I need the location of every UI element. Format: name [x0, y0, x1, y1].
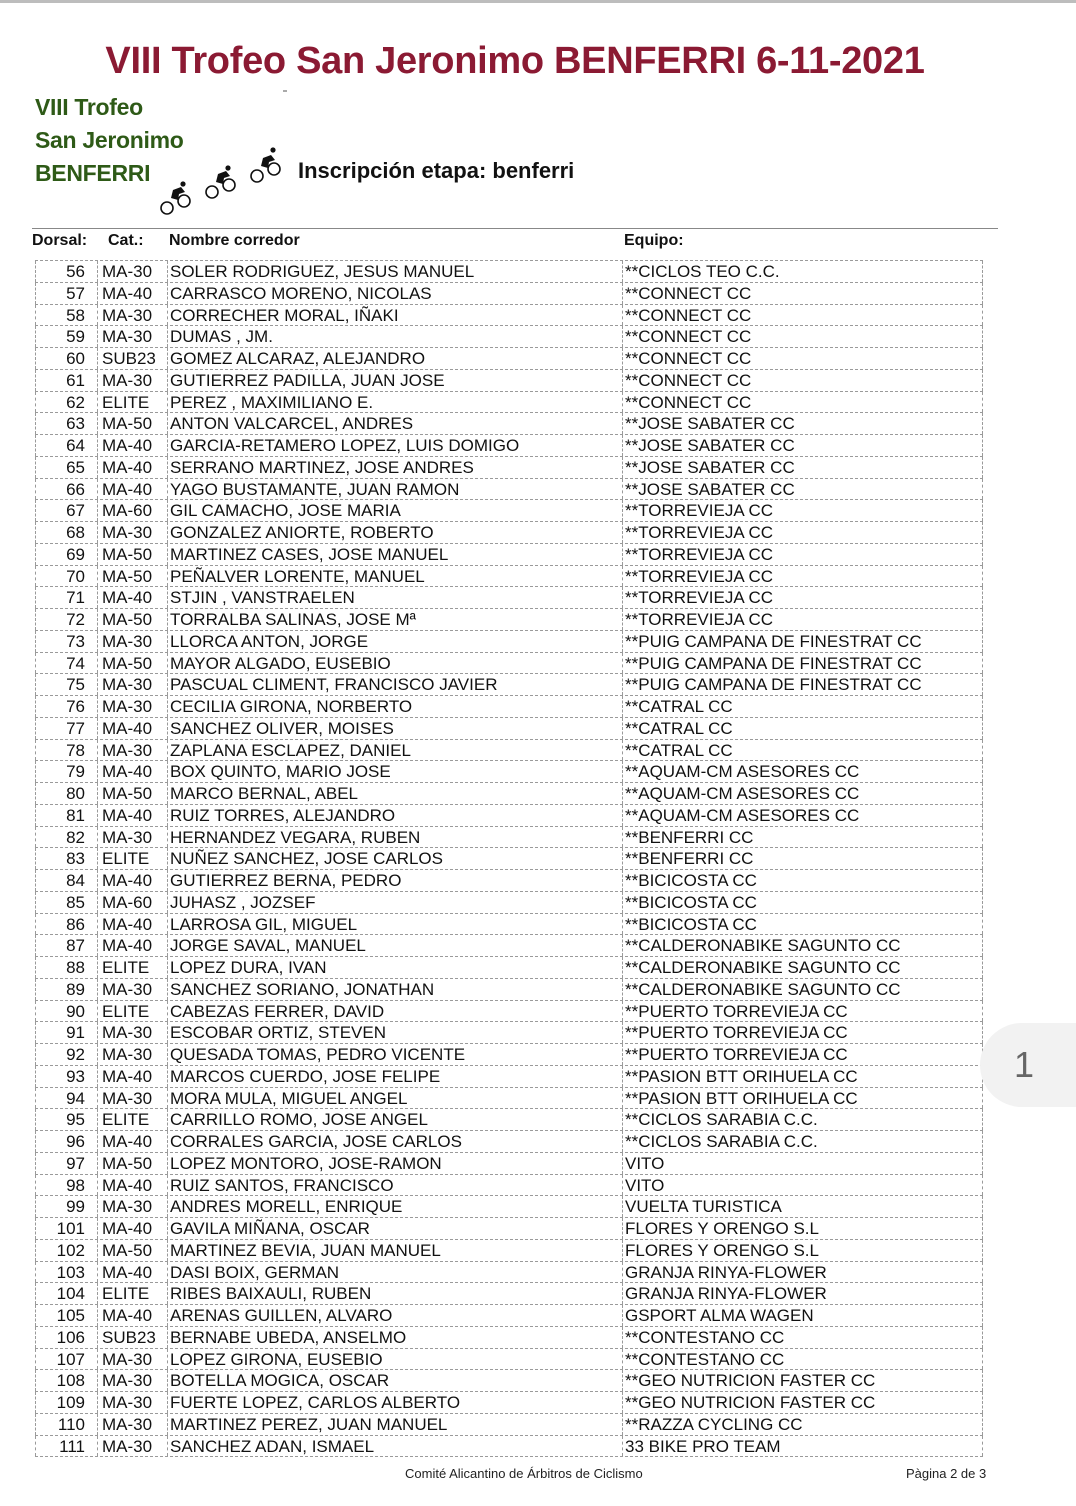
table-row	[35, 1066, 983, 1088]
table-row	[35, 783, 983, 805]
rider-team: **BICICOSTA CC	[622, 892, 983, 913]
rider-dorsal: 88	[35, 957, 97, 978]
table-row	[35, 348, 983, 370]
rider-dorsal: 57	[35, 283, 97, 304]
rider-dorsal: 104	[35, 1283, 97, 1304]
rider-team: **CONNECT CC	[622, 348, 983, 369]
rider-team: **JOSE SABATER CC	[622, 457, 983, 478]
rider-category: MA-50	[97, 566, 167, 587]
rider-dorsal: 85	[35, 892, 97, 913]
rider-dorsal: 99	[35, 1196, 97, 1217]
header-dorsal: Dorsal:	[32, 232, 88, 249]
rider-dorsal: 82	[35, 827, 97, 848]
rider-category: MA-30	[97, 1088, 167, 1109]
rider-dorsal: 83	[35, 848, 97, 869]
rider-category: MA-30	[97, 1436, 167, 1457]
table-row	[35, 392, 983, 414]
rider-name: GOMEZ ALCARAZ, ALEJANDRO	[167, 348, 622, 369]
table-header	[32, 232, 992, 252]
table-row	[35, 957, 983, 979]
logo-line-2: San Jeronimo	[35, 127, 184, 153]
rider-category: MA-30	[97, 979, 167, 1000]
rider-category: MA-40	[97, 718, 167, 739]
rider-team: **BICICOSTA CC	[622, 870, 983, 891]
rider-category: MA-40	[97, 457, 167, 478]
rider-team: GRANJA RINYA-FLOWER	[622, 1262, 983, 1283]
rider-team: **CATRAL CC	[622, 718, 983, 739]
rider-dorsal: 75	[35, 674, 97, 695]
rider-category: MA-30	[97, 1349, 167, 1370]
rider-dorsal: 80	[35, 783, 97, 804]
rider-team: **TORREVIEJA CC	[622, 587, 983, 608]
rider-name: LOPEZ DURA, IVAN	[167, 957, 622, 978]
rider-team: **AQUAM-CM ASESORES CC	[622, 783, 983, 804]
rider-dorsal: 105	[35, 1305, 97, 1326]
rider-dorsal: 56	[35, 261, 97, 282]
rider-category: MA-40	[97, 1131, 167, 1152]
rider-team: **AQUAM-CM ASESORES CC	[622, 805, 983, 826]
rider-category: MA-50	[97, 413, 167, 434]
logo-line-1: VIII Trofeo	[35, 94, 143, 120]
rider-name: YAGO BUSTAMANTE, JUAN RAMON	[167, 479, 622, 500]
rider-dorsal: 107	[35, 1349, 97, 1370]
rider-team: GRANJA RINYA-FLOWER	[622, 1283, 983, 1304]
rider-dorsal: 69	[35, 544, 97, 565]
rider-team: **GEO NUTRICION FASTER CC	[622, 1370, 983, 1391]
table-row	[35, 1327, 983, 1349]
rider-name: CECILIA GIRONA, NORBERTO	[167, 696, 622, 717]
rider-category: MA-30	[97, 370, 167, 391]
rider-name: GUTIERREZ BERNA, PEDRO	[167, 870, 622, 891]
table-row	[35, 479, 983, 501]
rider-category: MA-40	[97, 283, 167, 304]
header-category: Cat.:	[108, 232, 144, 249]
table-row	[35, 1022, 983, 1044]
rider-name: BOX QUINTO, MARIO JOSE	[167, 761, 622, 782]
rider-name: DUMAS , JM.	[167, 326, 622, 347]
rider-team: **CONNECT CC	[622, 370, 983, 391]
rider-category: MA-30	[97, 631, 167, 652]
rider-name: ZAPLANA ESCLAPEZ, DANIEL	[167, 740, 622, 761]
rider-team: 33 BIKE PRO TEAM	[622, 1436, 983, 1457]
rider-dorsal: 68	[35, 522, 97, 543]
rider-team: **CONNECT CC	[622, 283, 983, 304]
rider-name: GAVILA MIÑANA, OSCAR	[167, 1218, 622, 1239]
rider-category: MA-30	[97, 1414, 167, 1435]
rider-category: MA-30	[97, 1044, 167, 1065]
header-divider	[32, 228, 998, 229]
rider-team: **BENFERRI CC	[622, 827, 983, 848]
table-row	[35, 653, 983, 675]
rider-team: **PUIG CAMPANA DE FINESTRAT CC	[622, 653, 983, 674]
rider-dorsal: 67	[35, 500, 97, 521]
table-row	[35, 370, 983, 392]
rider-team: **CICLOS SARABIA C.C.	[622, 1109, 983, 1130]
table-row	[35, 1349, 983, 1371]
table-row	[35, 283, 983, 305]
rider-dorsal: 98	[35, 1175, 97, 1196]
rider-name: MARTINEZ CASES, JOSE MANUEL	[167, 544, 622, 565]
rider-name: RUIZ TORRES, ALEJANDRO	[167, 805, 622, 826]
rider-dorsal: 66	[35, 479, 97, 500]
rider-name: ANTON VALCARCEL, ANDRES	[167, 413, 622, 434]
rider-category: MA-60	[97, 500, 167, 521]
rider-team: **TORREVIEJA CC	[622, 566, 983, 587]
rider-name: JUHASZ , JOZSEF	[167, 892, 622, 913]
rider-category: ELITE	[97, 848, 167, 869]
rider-dorsal: 87	[35, 935, 97, 956]
rider-dorsal: 77	[35, 718, 97, 739]
rider-name: DASI BOIX, GERMAN	[167, 1262, 622, 1283]
rider-name: LARROSA GIL, MIGUEL	[167, 914, 622, 935]
rider-dorsal: 95	[35, 1109, 97, 1130]
rider-dorsal: 91	[35, 1022, 97, 1043]
rider-team: **CONNECT CC	[622, 392, 983, 413]
rider-dorsal: 96	[35, 1131, 97, 1152]
rider-name: JORGE SAVAL, MANUEL	[167, 935, 622, 956]
rider-name: QUESADA TOMAS, PEDRO VICENTE	[167, 1044, 622, 1065]
viewer-page-indicator: 1	[980, 1023, 1076, 1107]
rider-team: **PUERTO TORREVIEJA CC	[622, 1022, 983, 1043]
rider-dorsal: 102	[35, 1240, 97, 1261]
table-row	[35, 1240, 983, 1262]
rider-dorsal: 63	[35, 413, 97, 434]
rider-name: SANCHEZ ADAN, ISMAEL	[167, 1436, 622, 1457]
cyclists-icon	[157, 136, 307, 218]
stage-subtitle: Inscripción etapa: benferri	[298, 158, 575, 183]
table-row	[35, 1044, 983, 1066]
rider-category: MA-30	[97, 522, 167, 543]
table-row	[35, 761, 983, 783]
rider-category: MA-40	[97, 1066, 167, 1087]
rider-category: MA-30	[97, 326, 167, 347]
rider-name: ESCOBAR ORTIZ, STEVEN	[167, 1022, 622, 1043]
rider-dorsal: 108	[35, 1370, 97, 1391]
rider-name: BOTELLA MOGICA, OSCAR	[167, 1370, 622, 1391]
rider-category: MA-60	[97, 892, 167, 913]
rider-name: MARTINEZ PEREZ, JUAN MANUEL	[167, 1414, 622, 1435]
rider-category: MA-40	[97, 870, 167, 891]
rider-team: FLORES Y ORENGO S.L	[622, 1218, 983, 1239]
rider-category: MA-40	[97, 761, 167, 782]
rider-team: **CONNECT CC	[622, 326, 983, 347]
rider-category: MA-30	[97, 696, 167, 717]
table-row	[35, 827, 983, 849]
rider-name: ANDRES MORELL, ENRIQUE	[167, 1196, 622, 1217]
table-row	[35, 979, 983, 1001]
rider-name: FUERTE LOPEZ, CARLOS ALBERTO	[167, 1392, 622, 1413]
rider-name: RIBES BAIXAULI, RUBEN	[167, 1283, 622, 1304]
table-row	[35, 1283, 983, 1305]
rider-name: MAYOR ALGADO, EUSEBIO	[167, 653, 622, 674]
rider-team: **JOSE SABATER CC	[622, 413, 983, 434]
rider-team: **PUIG CAMPANA DE FINESTRAT CC	[622, 674, 983, 695]
table-row	[35, 805, 983, 827]
rider-dorsal: 106	[35, 1327, 97, 1348]
rider-team: **GEO NUTRICION FASTER CC	[622, 1392, 983, 1413]
rider-dorsal: 64	[35, 435, 97, 456]
table-row	[35, 696, 983, 718]
rider-team: **AQUAM-CM ASESORES CC	[622, 761, 983, 782]
rider-dorsal: 111	[35, 1436, 97, 1457]
header-rider-name: Nombre corredor	[169, 232, 300, 249]
rider-dorsal: 72	[35, 609, 97, 630]
rider-name: TORRALBA SALINAS, JOSE Mª	[167, 609, 622, 630]
rider-dorsal: 81	[35, 805, 97, 826]
table-row	[35, 261, 983, 283]
table-row	[35, 1436, 983, 1458]
rider-team: GSPORT ALMA WAGEN	[622, 1305, 983, 1326]
rider-team: **CONTESTANO CC	[622, 1327, 983, 1348]
rider-name: ARENAS GUILLEN, ALVARO	[167, 1305, 622, 1326]
rider-name: CORRALES GARCIA, JOSE CARLOS	[167, 1131, 622, 1152]
rider-category: MA-30	[97, 740, 167, 761]
rider-category: MA-30	[97, 674, 167, 695]
rider-dorsal: 60	[35, 348, 97, 369]
rider-name: SANCHEZ SORIANO, JONATHAN	[167, 979, 622, 1000]
rider-category: MA-40	[97, 914, 167, 935]
table-row	[35, 1392, 983, 1414]
rider-name: CARRILLO ROMO, JOSE ANGEL	[167, 1109, 622, 1130]
table-row	[35, 1370, 983, 1392]
table-row	[35, 674, 983, 696]
rider-team: **CATRAL CC	[622, 696, 983, 717]
rider-category: MA-40	[97, 805, 167, 826]
rider-category: MA-50	[97, 544, 167, 565]
rider-name: MARTINEZ BEVIA, JUAN MANUEL	[167, 1240, 622, 1261]
rider-name: STJIN , VANSTRAELEN	[167, 587, 622, 608]
table-row	[35, 305, 983, 327]
table-row	[35, 718, 983, 740]
rider-name: NUÑEZ SANCHEZ, JOSE CARLOS	[167, 848, 622, 869]
rider-team: **PASION BTT ORIHUELA CC	[622, 1088, 983, 1109]
table-row	[35, 1153, 983, 1175]
footer-page-number: Pàgina 2 de 3	[906, 1466, 987, 1481]
rider-category: ELITE	[97, 1001, 167, 1022]
table-row	[35, 500, 983, 522]
rider-category: MA-30	[97, 1022, 167, 1043]
rider-team: **JOSE SABATER CC	[622, 479, 983, 500]
rider-dorsal: 93	[35, 1066, 97, 1087]
table-row	[35, 631, 983, 653]
rider-team: VITO	[622, 1175, 983, 1196]
table-row	[35, 326, 983, 348]
rider-category: MA-30	[97, 305, 167, 326]
rider-dorsal: 94	[35, 1088, 97, 1109]
rider-dorsal: 92	[35, 1044, 97, 1065]
table-row	[35, 1175, 983, 1197]
table-row	[35, 1001, 983, 1023]
rider-category: SUB23	[97, 1327, 167, 1348]
rider-team: **RAZZA CYCLING CC	[622, 1414, 983, 1435]
rider-dorsal: 97	[35, 1153, 97, 1174]
rider-team: **PUERTO TORREVIEJA CC	[622, 1044, 983, 1065]
rider-name: LLORCA ANTON, JORGE	[167, 631, 622, 652]
table-row	[35, 1218, 983, 1240]
rider-name: MARCOS CUERDO, JOSE FELIPE	[167, 1066, 622, 1087]
rider-category: MA-40	[97, 1218, 167, 1239]
rider-dorsal: 110	[35, 1414, 97, 1435]
rider-name: GUTIERREZ PADILLA, JUAN JOSE	[167, 370, 622, 391]
viewer-top-border	[0, 0, 1076, 3]
rider-dorsal: 73	[35, 631, 97, 652]
rider-dorsal: 76	[35, 696, 97, 717]
rider-team: FLORES Y ORENGO S.L	[622, 1240, 983, 1261]
event-logo	[35, 94, 295, 219]
rider-category: MA-40	[97, 587, 167, 608]
rider-name: GARCIA-RETAMERO LOPEZ, LUIS DOMIGO	[167, 435, 622, 456]
rider-category: MA-50	[97, 783, 167, 804]
rider-dorsal: 84	[35, 870, 97, 891]
rider-team: **TORREVIEJA CC	[622, 500, 983, 521]
rider-dorsal: 103	[35, 1262, 97, 1283]
rider-team: **PUERTO TORREVIEJA CC	[622, 1001, 983, 1022]
footer-organization: Comité Alicantino de Árbitros de Ciclismo	[405, 1466, 643, 1481]
rider-dorsal: 74	[35, 653, 97, 674]
rider-dorsal: 109	[35, 1392, 97, 1413]
table-row	[35, 457, 983, 479]
rider-dorsal: 58	[35, 305, 97, 326]
rider-category: MA-50	[97, 609, 167, 630]
rider-team: **CATRAL CC	[622, 740, 983, 761]
rider-name: PEÑALVER LORENTE, MANUEL	[167, 566, 622, 587]
rider-dorsal: 70	[35, 566, 97, 587]
rider-name: MORA MULA, MIGUEL ANGEL	[167, 1088, 622, 1109]
rider-name: SERRANO MARTINEZ, JOSE ANDRES	[167, 457, 622, 478]
rider-team: **BICICOSTA CC	[622, 914, 983, 935]
table-row	[35, 435, 983, 457]
rider-name: GIL CAMACHO, JOSE MARIA	[167, 500, 622, 521]
rider-category: MA-30	[97, 1196, 167, 1217]
rider-dorsal: 86	[35, 914, 97, 935]
rider-category: MA-30	[97, 261, 167, 282]
rider-category: ELITE	[97, 1283, 167, 1304]
rider-name: SANCHEZ OLIVER, MOISES	[167, 718, 622, 739]
rider-dorsal: 61	[35, 370, 97, 391]
rider-category: MA-40	[97, 479, 167, 500]
rider-dorsal: 79	[35, 761, 97, 782]
table-row	[35, 870, 983, 892]
rider-team: **TORREVIEJA CC	[622, 544, 983, 565]
rider-category: MA-40	[97, 935, 167, 956]
rider-dorsal: 90	[35, 1001, 97, 1022]
rider-name: CABEZAS FERRER, DAVID	[167, 1001, 622, 1022]
rider-team: **TORREVIEJA CC	[622, 609, 983, 630]
rider-category: MA-30	[97, 827, 167, 848]
table-row	[35, 1414, 983, 1436]
table-row	[35, 1196, 983, 1218]
rider-name: CORRECHER MORAL, IÑAKI	[167, 305, 622, 326]
rider-team: **JOSE SABATER CC	[622, 435, 983, 456]
rider-dorsal: 89	[35, 979, 97, 1000]
document-title: VIII Trofeo San Jeronimo BENFERRI 6-11-2021	[105, 40, 925, 82]
rider-dorsal: 65	[35, 457, 97, 478]
table-row	[35, 566, 983, 588]
rider-category: MA-30	[97, 1370, 167, 1391]
rider-team: **CONTESTANO CC	[622, 1349, 983, 1370]
rider-name: SOLER RODRIGUEZ, JESUS MANUEL	[167, 261, 622, 282]
rider-name: CARRASCO MORENO, NICOLAS	[167, 283, 622, 304]
rider-dorsal: 78	[35, 740, 97, 761]
rider-name: LOPEZ MONTORO, JOSE-RAMON	[167, 1153, 622, 1174]
rider-team: VITO	[622, 1153, 983, 1174]
table-row	[35, 522, 983, 544]
rider-team: **CICLOS SARABIA C.C.	[622, 1131, 983, 1152]
table-row	[35, 544, 983, 566]
rider-category: MA-40	[97, 1262, 167, 1283]
table-row	[35, 1262, 983, 1284]
rider-dorsal: 101	[35, 1218, 97, 1239]
rider-category: MA-50	[97, 653, 167, 674]
rider-team: **CALDERONABIKE SAGUNTO CC	[622, 957, 983, 978]
logo-line-3: BENFERRI	[35, 160, 151, 186]
header-team: Equipo:	[624, 232, 684, 249]
table-row	[35, 609, 983, 631]
rider-name: HERNANDEZ VEGARA, RUBEN	[167, 827, 622, 848]
rider-team: **CALDERONABIKE SAGUNTO CC	[622, 979, 983, 1000]
rider-team: **CICLOS TEO C.C.	[622, 261, 983, 282]
rider-category: MA-30	[97, 1392, 167, 1413]
rider-dorsal: 59	[35, 326, 97, 347]
table-row	[35, 914, 983, 936]
rider-name: PEREZ , MAXIMILIANO E.	[167, 392, 622, 413]
rider-name: BERNABE UBEDA, ANSELMO	[167, 1327, 622, 1348]
table-row	[35, 1131, 983, 1153]
rider-table	[35, 260, 983, 1457]
rider-name: GONZALEZ ANIORTE, ROBERTO	[167, 522, 622, 543]
table-row	[35, 1305, 983, 1327]
rider-name: PASCUAL CLIMENT, FRANCISCO JAVIER	[167, 674, 622, 695]
table-row	[35, 1088, 983, 1110]
table-row	[35, 892, 983, 914]
table-row	[35, 935, 983, 957]
rider-name: LOPEZ GIRONA, EUSEBIO	[167, 1349, 622, 1370]
rider-team: **PASION BTT ORIHUELA CC	[622, 1066, 983, 1087]
rider-category: MA-40	[97, 1175, 167, 1196]
rider-category: MA-40	[97, 1305, 167, 1326]
rider-team: **BENFERRI CC	[622, 848, 983, 869]
rider-name: MARCO BERNAL, ABEL	[167, 783, 622, 804]
table-row	[35, 1109, 983, 1131]
rider-category: ELITE	[97, 1109, 167, 1130]
rider-dorsal: 71	[35, 587, 97, 608]
rider-category: MA-50	[97, 1153, 167, 1174]
rider-team: **CONNECT CC	[622, 305, 983, 326]
table-row	[35, 848, 983, 870]
rider-team: VUELTA TURISTICA	[622, 1196, 983, 1217]
table-row	[35, 740, 983, 762]
rider-category: ELITE	[97, 957, 167, 978]
table-row	[35, 587, 983, 609]
rider-category: MA-40	[97, 435, 167, 456]
rider-name: RUIZ SANTOS, FRANCISCO	[167, 1175, 622, 1196]
rider-team: **CALDERONABIKE SAGUNTO CC	[622, 935, 983, 956]
rider-dorsal: 62	[35, 392, 97, 413]
rider-category: ELITE	[97, 392, 167, 413]
table-row	[35, 413, 983, 435]
rider-category: SUB23	[97, 348, 167, 369]
rider-team: **TORREVIEJA CC	[622, 522, 983, 543]
rider-team: **PUIG CAMPANA DE FINESTRAT CC	[622, 631, 983, 652]
title-artifact	[283, 90, 287, 92]
rider-category: MA-50	[97, 1240, 167, 1261]
